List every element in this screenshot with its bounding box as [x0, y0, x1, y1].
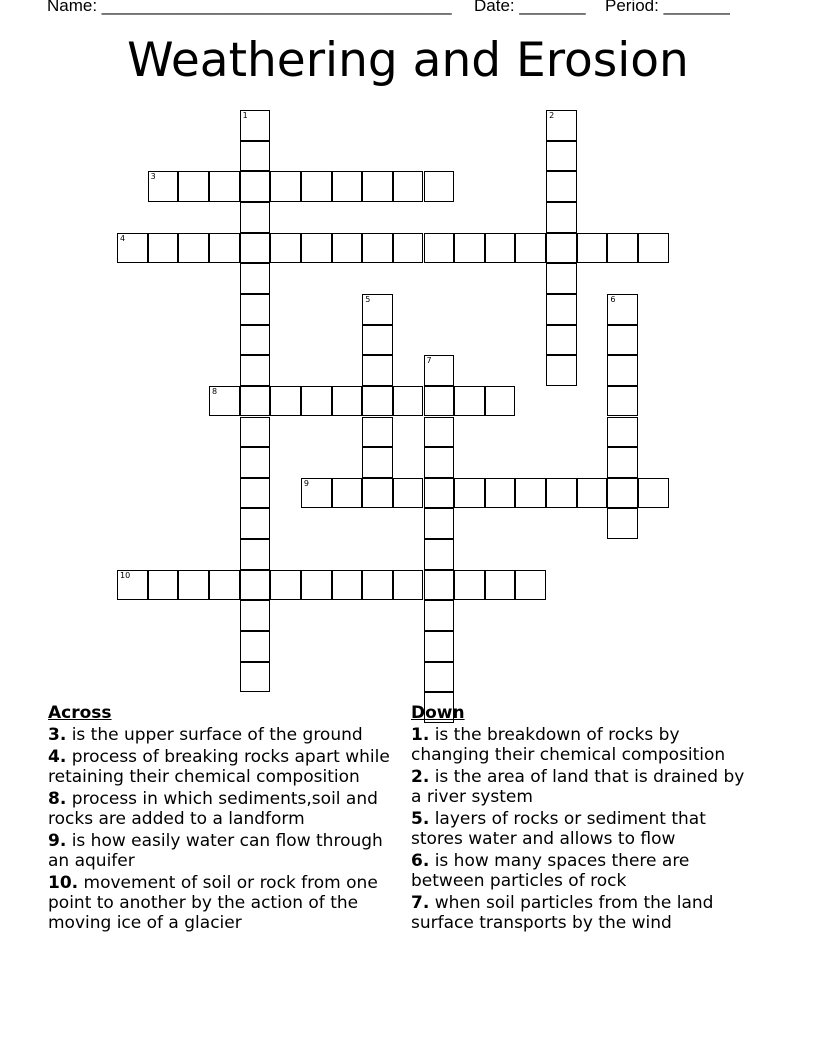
grid-cell[interactable]	[424, 386, 455, 417]
grid-cell[interactable]	[209, 570, 240, 601]
clue-across-4	[48, 747, 398, 787]
grid-cell[interactable]	[240, 294, 271, 325]
grid-cell[interactable]	[240, 171, 271, 202]
clue-text: is the area of land that is drained by a river system	[411, 767, 745, 807]
down-clues	[411, 703, 751, 935]
clue-number: 4.	[48, 747, 67, 767]
clue-number: 6.	[411, 851, 430, 871]
grid-cell[interactable]	[515, 478, 546, 509]
grid-cell[interactable]	[393, 478, 424, 509]
grid-cell[interactable]	[270, 386, 301, 417]
grid-cell[interactable]	[607, 386, 638, 417]
clue-across-3	[48, 725, 398, 745]
grid-cell[interactable]	[607, 508, 638, 539]
grid-cell[interactable]	[362, 417, 393, 448]
grid-cell[interactable]	[607, 233, 638, 264]
clue-text: process in which sediments,soil and rocks are added to a landform	[48, 789, 378, 829]
grid-cell[interactable]	[424, 233, 455, 264]
grid-cell[interactable]	[424, 539, 455, 570]
grid-cell[interactable]	[424, 171, 455, 202]
grid-cell[interactable]	[332, 386, 363, 417]
grid-cell[interactable]	[332, 478, 363, 509]
grid-cell[interactable]	[209, 386, 240, 417]
grid-cell[interactable]	[424, 508, 455, 539]
grid-cell[interactable]	[546, 110, 577, 141]
grid-cell[interactable]	[424, 417, 455, 448]
grid-cell[interactable]	[607, 447, 638, 478]
clue-across-10	[48, 873, 398, 933]
grid-cell[interactable]	[607, 355, 638, 386]
grid-cell[interactable]	[454, 233, 485, 264]
grid-cell[interactable]	[424, 478, 455, 509]
grid-cell[interactable]	[424, 662, 455, 693]
grid-cell[interactable]	[270, 570, 301, 601]
grid-cell[interactable]	[454, 478, 485, 509]
cell-number: 8	[211, 386, 218, 396]
name-field[interactable]: Name: _____________________________________	[47, 0, 452, 15]
grid-cell[interactable]	[148, 570, 179, 601]
grid-cell[interactable]	[607, 478, 638, 509]
clue-down-5	[411, 809, 751, 849]
grid-cell[interactable]	[424, 570, 455, 601]
clue-text: is the upper surface of the ground	[71, 725, 363, 745]
grid-cell[interactable]	[240, 662, 271, 693]
grid-cell[interactable]	[240, 447, 271, 478]
grid-cell[interactable]	[485, 233, 516, 264]
across-clues	[48, 703, 398, 935]
grid-cell[interactable]	[454, 386, 485, 417]
grid-cell[interactable]	[546, 325, 577, 356]
grid-cell[interactable]	[178, 233, 209, 264]
grid-cell[interactable]	[240, 386, 271, 417]
grid-cell[interactable]	[424, 631, 455, 662]
grid-cell[interactable]	[301, 570, 332, 601]
grid-cell[interactable]	[515, 570, 546, 601]
grid-cell[interactable]	[178, 570, 209, 601]
grid-cell[interactable]	[362, 233, 393, 264]
cell-number: 9	[303, 478, 309, 488]
grid-cell[interactable]	[546, 171, 577, 202]
grid-cell[interactable]	[117, 233, 148, 264]
grid-cell[interactable]	[209, 233, 240, 264]
grid-cell[interactable]	[178, 171, 209, 202]
date-field[interactable]: Date: _______	[474, 0, 586, 15]
grid-cell[interactable]	[240, 631, 271, 662]
clue-text: process of breaking rocks apart while retaining their chemical composition	[48, 747, 390, 787]
clue-text: is how many spaces there are between particles of rock	[411, 851, 690, 891]
clue-number: 1.	[411, 725, 430, 745]
clue-down-7	[411, 893, 751, 933]
grid-cell[interactable]	[546, 202, 577, 233]
crossword-grid	[117, 110, 669, 693]
grid-cell[interactable]	[240, 233, 271, 264]
clue-number: 3.	[48, 725, 67, 745]
clue-text: when soil particles from the land surface transports by the wind	[411, 893, 714, 933]
grid-cell[interactable]	[148, 171, 179, 202]
grid-cell[interactable]	[240, 141, 271, 172]
clue-number: 2.	[411, 767, 430, 787]
grid-cell[interactable]	[515, 233, 546, 264]
grid-cell[interactable]	[577, 478, 608, 509]
grid-cell[interactable]	[362, 294, 393, 325]
grid-cell[interactable]	[209, 171, 240, 202]
grid-cell[interactable]	[424, 355, 455, 386]
grid-cell[interactable]	[546, 141, 577, 172]
clue-number: 9.	[48, 831, 67, 851]
grid-cell[interactable]	[301, 171, 332, 202]
grid-cell[interactable]	[240, 355, 271, 386]
grid-cell[interactable]	[240, 570, 271, 601]
grid-cell[interactable]	[117, 570, 148, 601]
clue-number: 5.	[411, 809, 430, 829]
grid-cell[interactable]	[362, 171, 393, 202]
cell-number: 4	[120, 233, 126, 243]
grid-cell[interactable]	[362, 386, 393, 417]
grid-cell[interactable]	[240, 202, 271, 233]
grid-cell[interactable]	[362, 478, 393, 509]
grid-cell[interactable]	[240, 325, 271, 356]
grid-cell[interactable]	[148, 233, 179, 264]
clue-across-9	[48, 831, 398, 871]
grid-cell[interactable]	[393, 570, 424, 601]
cell-number: 7	[426, 356, 432, 366]
grid-cell[interactable]	[638, 478, 669, 509]
grid-cell[interactable]	[240, 417, 271, 448]
grid-cell[interactable]	[393, 171, 424, 202]
clue-down-1	[411, 725, 751, 765]
clue-number: 8.	[48, 789, 67, 809]
grid-cell[interactable]	[546, 355, 577, 386]
grid-cell[interactable]	[362, 355, 393, 386]
grid-cell[interactable]	[485, 386, 516, 417]
grid-cell[interactable]	[546, 294, 577, 325]
grid-cell[interactable]	[240, 110, 271, 141]
cell-number: 1	[242, 111, 248, 120]
grid-cell[interactable]	[240, 539, 271, 570]
cell-number: 10	[120, 570, 131, 580]
grid-cell[interactable]	[424, 447, 455, 478]
grid-cell[interactable]	[454, 570, 485, 601]
grid-cell[interactable]	[332, 171, 363, 202]
grid-cell[interactable]	[485, 478, 516, 509]
period-field[interactable]: Period: _______	[605, 0, 730, 15]
grid-cell[interactable]	[577, 233, 608, 264]
grid-cell[interactable]	[393, 386, 424, 417]
grid-cell[interactable]	[270, 233, 301, 264]
grid-cell[interactable]	[240, 600, 271, 631]
cell-number: 3	[150, 172, 156, 182]
clue-text: is the breakdown of rocks by changing their chemical composition	[411, 725, 726, 765]
clue-text: is how easily water can flow through an aquifer	[48, 831, 383, 871]
page-title: Weathering and Erosion	[127, 33, 689, 88]
grid-cell[interactable]	[332, 233, 363, 264]
grid-cell[interactable]	[332, 570, 363, 601]
grid-cell[interactable]	[240, 478, 271, 509]
grid-cell[interactable]	[301, 478, 332, 509]
grid-cell[interactable]	[362, 570, 393, 601]
across-heading: Across	[48, 703, 112, 723]
grid-cell[interactable]	[362, 447, 393, 478]
clue-text: layers of rocks or sediment that stores water and allows to flow	[411, 809, 706, 849]
grid-cell[interactable]	[607, 417, 638, 448]
clue-down-6	[411, 851, 751, 891]
grid-cell[interactable]	[424, 600, 455, 631]
grid-cell[interactable]	[546, 233, 577, 264]
grid-cell[interactable]	[638, 233, 669, 264]
down-heading: Down	[411, 703, 465, 723]
grid-cell[interactable]	[301, 233, 332, 264]
cell-number: 6	[610, 294, 616, 304]
grid-cell[interactable]	[485, 570, 516, 601]
clue-number: 7.	[411, 893, 430, 913]
cell-number: 5	[365, 294, 371, 304]
grid-cell[interactable]	[240, 263, 271, 294]
grid-cell[interactable]	[362, 325, 393, 356]
cell-number: 2	[549, 111, 555, 120]
grid-cell[interactable]	[240, 508, 271, 539]
clue-down-2	[411, 767, 751, 807]
grid-cell[interactable]	[393, 233, 424, 264]
clue-text: movement of soil or rock from one point to another by the action of the moving ice of a glacier	[48, 873, 378, 933]
clue-number: 10.	[48, 873, 79, 893]
grid-cell[interactable]	[607, 294, 638, 325]
grid-cell[interactable]	[546, 263, 577, 294]
grid-cell[interactable]	[301, 386, 332, 417]
grid-cell[interactable]	[270, 171, 301, 202]
grid-cell[interactable]	[546, 478, 577, 509]
clue-across-8	[48, 789, 398, 829]
grid-cell[interactable]	[607, 325, 638, 356]
